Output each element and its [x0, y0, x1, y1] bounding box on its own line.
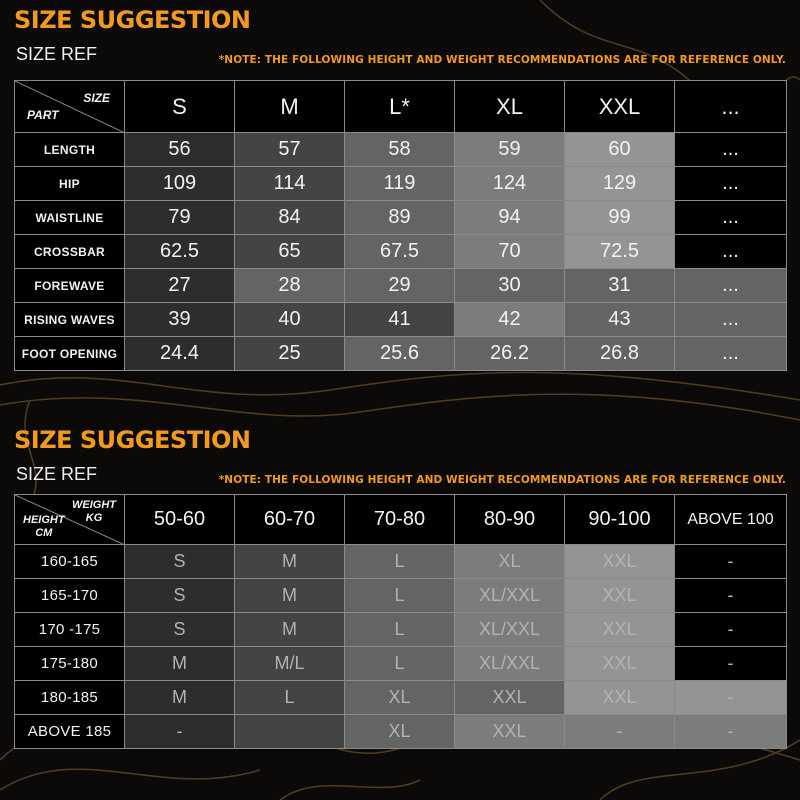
table-cell: 28 [235, 269, 345, 303]
table-cell: L [345, 647, 455, 681]
table-row [15, 545, 787, 579]
corner-label-size: SIZE [83, 91, 110, 105]
corner-label-weight [72, 499, 116, 525]
table-cell: 94 [455, 201, 565, 235]
table-row [15, 337, 787, 371]
column-header: 50-60 [125, 495, 235, 545]
table-cell: 65 [235, 235, 345, 269]
table-row [15, 303, 787, 337]
table-cell: 29 [345, 269, 455, 303]
table-cell: M [235, 613, 345, 647]
table-cell: - [675, 613, 787, 647]
table-cell: - [565, 715, 675, 749]
table-header-row [15, 81, 787, 133]
row-label: ABOVE 185 [15, 715, 125, 749]
table-cell: 67.5 [345, 235, 455, 269]
row-label: 170 -175 [15, 613, 125, 647]
table-row [15, 647, 787, 681]
table-cell: 57 [235, 133, 345, 167]
table-cell: S [125, 545, 235, 579]
table-row [15, 715, 787, 749]
column-header: 90-100 [565, 495, 675, 545]
column-header: S [125, 81, 235, 133]
table-cell: 26.8 [565, 337, 675, 371]
table-cell: 25 [235, 337, 345, 371]
table-cell: 58 [345, 133, 455, 167]
table-cell: 89 [345, 201, 455, 235]
table-cell: ... [675, 337, 787, 371]
table-cell: - [675, 647, 787, 681]
table-row [15, 235, 787, 269]
table-cell: M [125, 647, 235, 681]
table-cell [235, 715, 345, 749]
table-cell: ... [675, 235, 787, 269]
table-cell: 56 [125, 133, 235, 167]
table-cell: 59 [455, 133, 565, 167]
row-label: WAISTLINE [15, 201, 125, 235]
table-row [15, 681, 787, 715]
table-cell: 99 [565, 201, 675, 235]
table-cell: - [675, 579, 787, 613]
table-cell: 42 [455, 303, 565, 337]
table-cell: XL [345, 681, 455, 715]
column-header: XL [455, 81, 565, 133]
table-cell: XXL [565, 545, 675, 579]
table-row [15, 269, 787, 303]
table-cell: M/L [235, 647, 345, 681]
corner-header-cell [15, 495, 125, 545]
section-subtitle: SIZE REF [16, 464, 98, 484]
corner-weight-text: WEIGHT [72, 499, 116, 511]
table-cell: L [235, 681, 345, 715]
table-cell: XXL [455, 715, 565, 749]
table-cell: 109 [125, 167, 235, 201]
table-cell: XXL [565, 613, 675, 647]
table-cell: XXL [565, 647, 675, 681]
table-cell: ... [675, 167, 787, 201]
table-row [15, 201, 787, 235]
row-label: 165-170 [15, 579, 125, 613]
table-cell: - [125, 715, 235, 749]
table-cell: 129 [565, 167, 675, 201]
table-cell: XL/XXL [455, 579, 565, 613]
table-cell: - [675, 545, 787, 579]
row-label: FOOT OPENING [15, 337, 125, 371]
row-label: RISING WAVES [15, 303, 125, 337]
table-cell: 62.5 [125, 235, 235, 269]
table-cell: 124 [455, 167, 565, 201]
reference-note: *NOTE: THE FOLLOWING HEIGHT AND WEIGHT RECOMMENDATIONS ARE FOR REFERENCE ONLY. [218, 474, 786, 486]
table-row [15, 613, 787, 647]
table-cell: XL/XXL [455, 647, 565, 681]
corner-label-height [23, 514, 65, 540]
table-cell: 60 [565, 133, 675, 167]
table-row [15, 133, 787, 167]
table-cell: M [235, 579, 345, 613]
table-cell: 119 [345, 167, 455, 201]
table-cell: L [345, 579, 455, 613]
table-cell: ... [675, 133, 787, 167]
section-subtitle: SIZE REF [16, 44, 98, 64]
table-cell: XL [345, 715, 455, 749]
column-header: 70-80 [345, 495, 455, 545]
row-label: 175-180 [15, 647, 125, 681]
row-label: LENGTH [15, 133, 125, 167]
table-cell: S [125, 579, 235, 613]
reference-note: *NOTE: THE FOLLOWING HEIGHT AND WEIGHT RECOMMENDATIONS ARE FOR REFERENCE ONLY. [218, 54, 786, 66]
table-cell: ... [675, 201, 787, 235]
corner-weight-unit: KG [85, 512, 103, 524]
column-header: M [235, 81, 345, 133]
table-cell: 25.6 [345, 337, 455, 371]
row-label: HIP [15, 167, 125, 201]
row-label: FOREWAVE [15, 269, 125, 303]
height-weight-table [14, 494, 787, 749]
table-cell: - [675, 681, 787, 715]
table-cell: 30 [455, 269, 565, 303]
table-cell: 27 [125, 269, 235, 303]
section-title: SIZE SUGGESTION [14, 6, 251, 34]
table-cell: ... [675, 269, 787, 303]
column-header: ... [675, 81, 787, 133]
table-row [15, 167, 787, 201]
table-cell: 31 [565, 269, 675, 303]
diagonal-divider [15, 81, 125, 133]
table-cell: 24.4 [125, 337, 235, 371]
column-header: XXL [565, 81, 675, 133]
column-header: L* [345, 81, 455, 133]
table-cell: M [235, 545, 345, 579]
table-cell: 40 [235, 303, 345, 337]
table-cell: 39 [125, 303, 235, 337]
row-label: CROSSBAR [15, 235, 125, 269]
table-cell: XL/XXL [455, 613, 565, 647]
table-cell: - [675, 715, 787, 749]
table-cell: 114 [235, 167, 345, 201]
table-cell: XXL [455, 681, 565, 715]
table-cell: M [125, 681, 235, 715]
corner-height-unit: CM [35, 527, 53, 539]
table-cell: S [125, 613, 235, 647]
table-cell: ... [675, 303, 787, 337]
size-measurement-table [14, 80, 787, 371]
table-cell: L [345, 545, 455, 579]
table-cell: 41 [345, 303, 455, 337]
table-cell: L [345, 613, 455, 647]
section-title: SIZE SUGGESTION [14, 426, 251, 454]
row-label: 160-165 [15, 545, 125, 579]
table-cell: 26.2 [455, 337, 565, 371]
table-cell: 43 [565, 303, 675, 337]
row-label: 180-185 [15, 681, 125, 715]
table-cell: 72.5 [565, 235, 675, 269]
corner-height-text: HEIGHT [23, 514, 65, 526]
corner-header-cell [15, 81, 125, 133]
corner-label-part: PART [27, 108, 59, 122]
table-header-row [15, 495, 787, 545]
table-row [15, 579, 787, 613]
table-cell: 84 [235, 201, 345, 235]
column-header: 80-90 [455, 495, 565, 545]
table-cell: XL [455, 545, 565, 579]
column-header: ABOVE 100 [675, 495, 787, 545]
table-cell: XXL [565, 681, 675, 715]
table-cell: XXL [565, 579, 675, 613]
table-cell: 70 [455, 235, 565, 269]
column-header: 60-70 [235, 495, 345, 545]
table-cell: 79 [125, 201, 235, 235]
